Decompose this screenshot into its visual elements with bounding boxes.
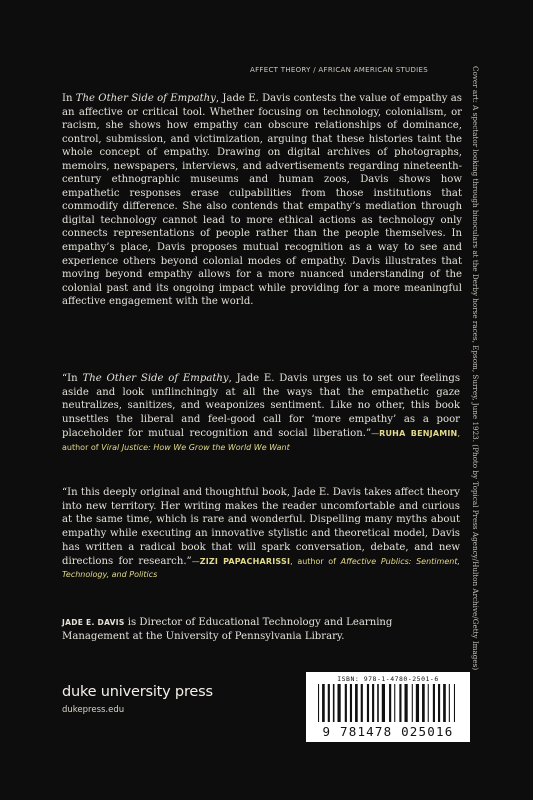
publisher-website: dukepress.edu	[62, 705, 125, 715]
quote-book-title: The Other Side of Empathy	[82, 373, 229, 384]
publisher-name: duke university press	[62, 684, 213, 700]
subject-categories: AFFECT THEORY / AFRICAN AMERICAN STUDIES	[250, 66, 428, 74]
barcode-number: 9 781478 025016	[322, 724, 454, 739]
barcode-icon	[318, 684, 458, 722]
endorsement-quote: “In this deeply original and thoughtful book, Jade E. Davis takes affect theory into new territory. Her writing makes the reader uncomfortable and curious at the same time, which is rare and wonderful. Dispelling many myths about empathy while executing an innovative stylistic and theoretical model, Davis has written a radical book that will spark conversation, debate, and new directions for research.”—ZIZI PAPACHARISSI, author of Affective Publics: Sentiment, Technology, and Politics	[62, 487, 460, 580]
book-title: The Other Side of Empathy	[75, 93, 216, 104]
book-description: In The Other Side of Empathy, Jade E. Davis contests the value of empathy as an affective or critical tool. Whether focusing on technology, colonialism, or racism, she shows how empathy can obscure relationships of dominance, control, submission, and victimization, arguing that these histories taint the whole concept of empathy. Drawing on digital archives of photographs, memoirs, newspapers, interviews, and advertisements regarding nineteenth-century ethnographic museums and human zoos, Davis shows how empathetic responses erase culpabilities from those institutions that commodify difference. She also contends that empathy’s mediation through digital technology cannot lead to more ethical actions as technology only connects representations of people rather than the people themselves. In empathy’s place, Davis proposes mutual recognition as a way to see and experience others beyond colonial modes of empathy. Davis illustrates that moving beyond empathy allows for a more nuanced understanding of the colonial past and its ongoing impact while providing for a more meaningful affective engagement with the world.	[62, 93, 462, 308]
quote-attribution: —ZIZI PAPACHARISSI, author of Affective Publics: Sentiment, Technology, and Politics	[62, 556, 460, 580]
author-name: JADE E. DAVIS	[62, 618, 125, 627]
isbn-barcode	[306, 672, 470, 742]
endorser-name: ZIZI PAPACHARISSI	[199, 556, 291, 566]
isbn-label: ISBN: 978-1-4780-2501-6	[337, 675, 439, 683]
endorsement-quote: “In The Other Side of Empathy, Jade E. Davis urges us to set our feelings aside and look unflinchingly at all the ways that the empathetic gaze neutralizes, sanitizes, and weaponizes sentiment. Like no other, this book unsettles the liberal and feel-good call for ‘more empathy’ as a poor placeholder for mutual recognition and social liberation.”—RUHA BENJAMIN, author of Viral Justice: How We Grow the World We Want	[62, 373, 461, 452]
quote-attribution: —RUHA BENJAMIN, author of Viral Justice: How We Grow the World We Want	[62, 428, 460, 452]
endorser-book: Viral Justice: How We Grow the World We Want	[101, 442, 290, 452]
cover-art-credit: Cover art: A spectator looking through binoculars at the Derby horse races, Epsom, Surrey, June 1923. (Photo by Topical Press Agency/Hulton Archive/Getty Images)	[471, 66, 480, 671]
author-bio: JADE E. DAVIS is Director of Educational Technology and Learning Management at the University of Pennsylvania Library.	[62, 617, 393, 642]
endorser-name: RUHA BENJAMIN	[379, 428, 458, 438]
endorser-book: Affective Publics: Sentiment, Technology, and Politics	[62, 556, 460, 580]
